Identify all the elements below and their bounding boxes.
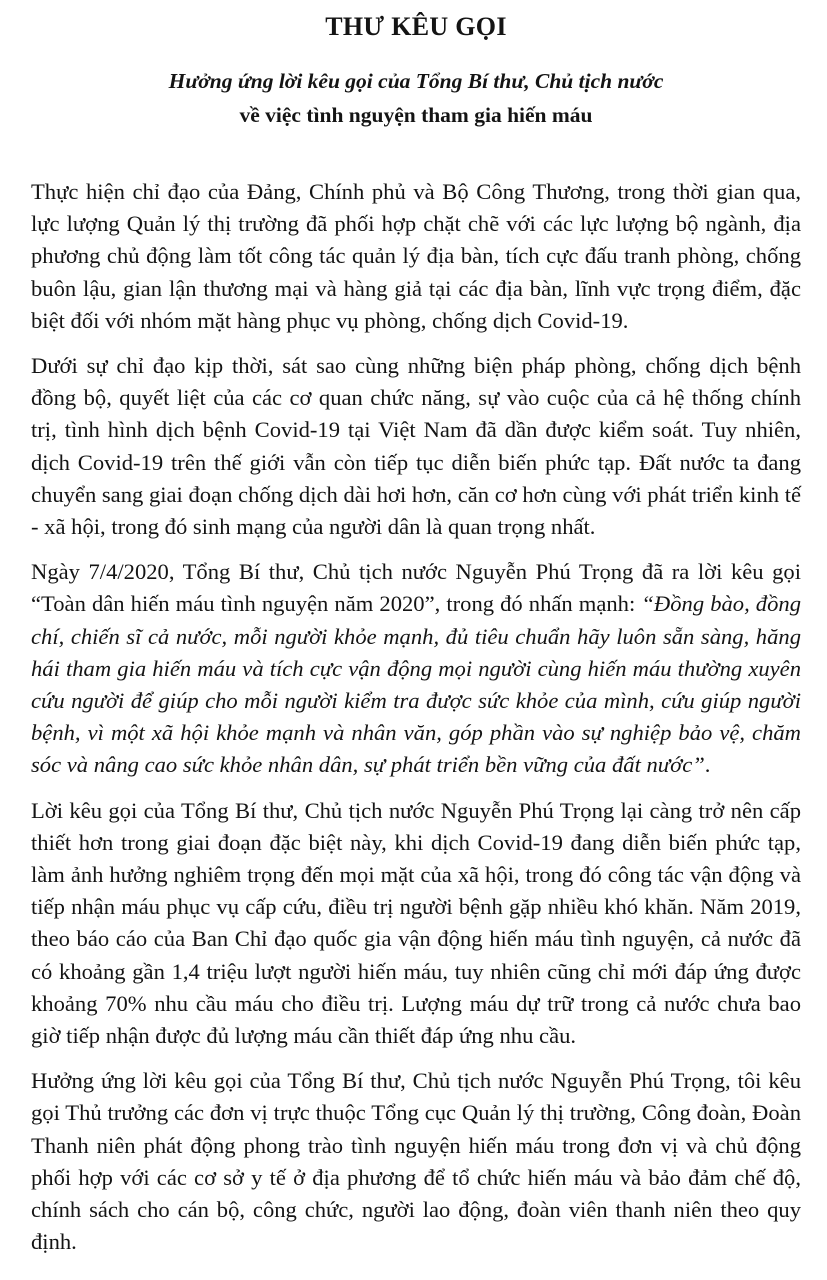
paragraph-4 xyxy=(31,795,801,1053)
document-subtitle-line-1: Hưởng ứng lời kêu gọi của Tổng Bí thư, Chủ tịch nước xyxy=(168,69,664,93)
paragraph-2 xyxy=(31,350,801,543)
paragraph-1-text: Thực hiện chỉ đạo của Đảng, Chính phủ và Bộ Công Thương, trong thời gian qua, lực lượng Quản lý thị trường đã phối hợp chặt chẽ với các lực lượng bộ ngành, địa phương chủ động làm tốt công tác quản lý địa bàn, tích cực đấu tranh phòng, chống buôn lậu, gian lận thương mại và hàng giả tại các địa bàn, lĩnh vực trọng điểm, đặc biệt đối với nhóm mặt hàng phục vụ phòng, chống dịch Covid-19. xyxy=(31,179,801,333)
paragraph-5-text: Hưởng ứng lời kêu gọi của Tổng Bí thư, Chủ tịch nước Nguyễn Phú Trọng, tôi kêu gọi Thủ trưởng các đơn vị trực thuộc Tổng cục Quản lý thị trường, Công đoàn, Đoàn Thanh niên phát động phong trào tình nguyện hiến máu trong đơn vị và chủ động phối hợp với các cơ sở y tế ở địa phương để tổ chức hiến máu và bảo đảm chế độ, chính sách cho cán bộ, công chức, người lao động, đoàn viên thanh niên theo quy định. xyxy=(31,1068,801,1255)
paragraph-2-text: Dưới sự chỉ đạo kịp thời, sát sao cùng những biện pháp phòng, chống dịch bệnh đồng bộ, quyết liệt của các cơ quan chức năng, sự vào cuộc của cả hệ thống chính trị, tình hình dịch bệnh Covid-19 tại Việt Nam đã dần được kiểm soát. Tuy nhiên, dịch Covid-19 trên thế giới vẫn còn tiếp tục diễn biến phức tạp. Đất nước ta đang chuyển sang giai đoạn chống dịch dài hơi hơn, căn cơ hơn cùng với phát triển kinh tế - xã hội, trong đó sinh mạng của người dân là quan trọng nhất. xyxy=(31,353,801,540)
paragraph-3-tail: . xyxy=(704,752,711,778)
paragraph-1 xyxy=(31,176,801,337)
paragraph-4-text: Lời kêu gọi của Tổng Bí thư, Chủ tịch nước Nguyễn Phú Trọng lại càng trở nên cấp thiết hơn trong giai đoạn đặc biệt này, khi dịch Covid-19 đang diễn biến phức tạp, làm ảnh hưởng nghiêm trọng đến mọi mặt của xã hội, trong đó công tác vận động và tiếp nhận máu phục vụ cấp cứu, điều trị người bệnh gặp nhiều khó khăn. Năm 2019, theo báo cáo của Ban Chỉ đạo quốc gia vận động hiến máu tình nguyện, cả nước đã có khoảng gần 1,4 triệu lượt người hiến máu, tuy nhiên cũng chỉ mới đáp ứng được khoảng 70% nhu cầu máu cho điều trị. Lượng máu dự trữ trong cả nước chưa bao giờ tiếp nhận được đủ lượng máu cần thiết đáp ứng nhu cầu. xyxy=(31,797,801,1049)
document-title: THƯ KÊU GỌI xyxy=(325,12,507,41)
document-subtitle-line-2: về việc tình nguyện tham gia hiến máu xyxy=(239,103,593,127)
paragraph-5 xyxy=(31,1065,801,1258)
paragraph-3 xyxy=(31,556,801,781)
paragraph-3-text: Ngày 7/4/2020, Tổng Bí thư, Chủ tịch nước Nguyễn Phú Trọng đã ra lời kêu gọi “Toàn dân hiến máu tình nguyện năm 2020”, trong đó nhấn mạnh: xyxy=(31,559,801,617)
paragraph-3-quote: “Đồng bào, đồng chí, chiến sĩ cả nước, mỗi người khỏe mạnh, đủ tiêu chuẩn hãy luôn sẵn sàng, hăng hái tham gia hiến máu và tích cực vận động mọi người cùng hiến máu thường xuyên cứu người để giúp cho mỗi người kiểm tra được sức khỏe của mình, cứu giúp người bệnh, vì một xã hội khỏe mạnh và nhân văn, góp phần vào sự nghiệp bảo vệ, chăm sóc và nâng cao sức khỏe nhân dân, sự phát triển bền vững của đất nước” xyxy=(31,591,801,778)
